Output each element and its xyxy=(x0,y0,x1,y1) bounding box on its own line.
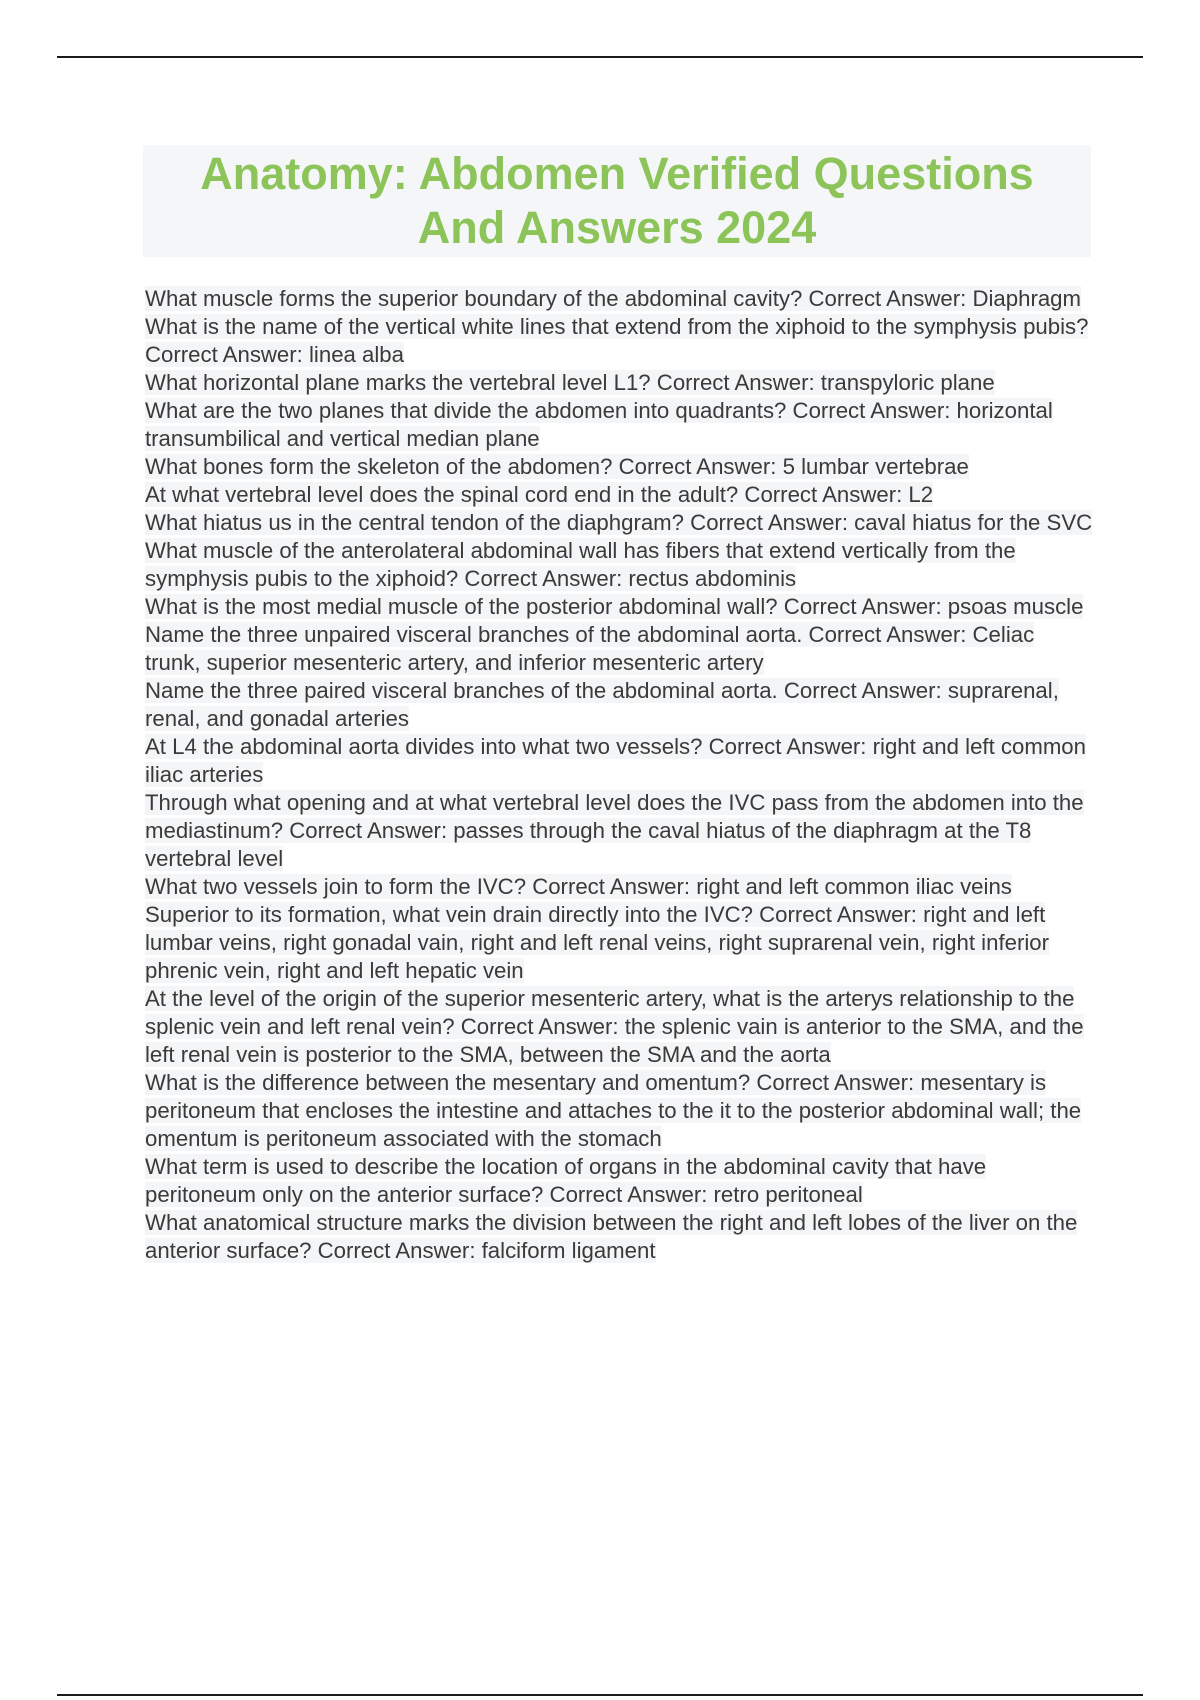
qa-item: Name the three unpaired visceral branches of the abdominal aorta. Correct Answer: Celiac trunk, superior mesenteric artery, and inferior mesenteric artery xyxy=(145,622,1035,675)
qa-item: At L4 the abdominal aorta divides into what two vessels? Correct Answer: right and left common iliac arteries xyxy=(145,734,1086,787)
qa-item: What muscle forms the superior boundary of the abdominal cavity? Correct Answer: Diaphragm xyxy=(145,286,1081,311)
qa-item: At the level of the origin of the superior mesenteric artery, what is the arterys relationship to the splenic vein and left renal vein? Correct Answer: the splenic vain is anterior to the SMA, and the left renal vein is posterior to the SMA, between the SMA and the aorta xyxy=(145,986,1084,1067)
title-line-1: Anatomy: Abdomen Verified Questions xyxy=(200,148,1034,199)
qa-item: What muscle of the anterolateral abdominal wall has fibers that extend vertically from the symphysis pubis to the xiphoid? Correct Answer: rectus abdominis xyxy=(145,538,1016,591)
qa-item: What bones form the skeleton of the abdomen? Correct Answer: 5 lumbar vertebrae xyxy=(145,454,969,479)
qa-item: What are the two planes that divide the abdomen into quadrants? Correct Answer: horizontal transumbilical and vertical median plane xyxy=(145,398,1053,451)
qa-item: What horizontal plane marks the vertebral level L1? Correct Answer: transpyloric plane xyxy=(145,370,995,395)
qa-item: Name the three paired visceral branches of the abdominal aorta. Correct Answer: suprarenal, renal, and gonadal arteries xyxy=(145,678,1059,731)
qa-list xyxy=(145,285,1095,1265)
qa-item: What anatomical structure marks the division between the right and left lobes of the liver on the anterior surface? Correct Answer: falciform ligament xyxy=(145,1210,1078,1263)
qa-item: Through what opening and at what vertebral level does the IVC pass from the abdomen into the mediastinum? Correct Answer: passes through the caval hiatus of the diaphragm at the T8 vertebral level xyxy=(145,790,1084,871)
qa-item: What hiatus us in the central tendon of the diaphgram? Correct Answer: caval hiatus for the SVC xyxy=(145,510,1093,535)
top-rule xyxy=(57,56,1143,58)
qa-item: What is the name of the vertical white lines that extend from the xiphoid to the symphysis pubis? Correct Answer: linea alba xyxy=(145,314,1089,367)
bottom-rule xyxy=(57,1694,1143,1696)
document-title xyxy=(143,147,1091,255)
title-line-2: And Answers 2024 xyxy=(417,202,817,253)
qa-item: What term is used to describe the location of organs in the abdominal cavity that have peritoneum only on the anterior surface? Correct Answer: retro peritoneal xyxy=(145,1154,987,1207)
qa-item: What is the most medial muscle of the posterior abdominal wall? Correct Answer: psoas muscle xyxy=(145,594,1084,619)
qa-item: What is the difference between the mesentary and omentum? Correct Answer: mesentary is peritoneum that encloses the intestine and attaches to the it to the posterior abdominal wall; the omentum is peritoneum associated with the stomach xyxy=(145,1070,1082,1151)
qa-item: What two vessels join to form the IVC? Correct Answer: right and left common iliac veins xyxy=(145,874,1012,899)
title-banner xyxy=(143,145,1091,257)
qa-item: Superior to its formation, what vein drain directly into the IVC? Correct Answer: right and left lumbar veins, right gonadal vain, right and left renal veins, right suprarenal vein, right inferior phrenic vein, right and left hepatic vein xyxy=(145,902,1049,983)
qa-item: At what vertebral level does the spinal cord end in the adult? Correct Answer: L2 xyxy=(145,482,934,507)
